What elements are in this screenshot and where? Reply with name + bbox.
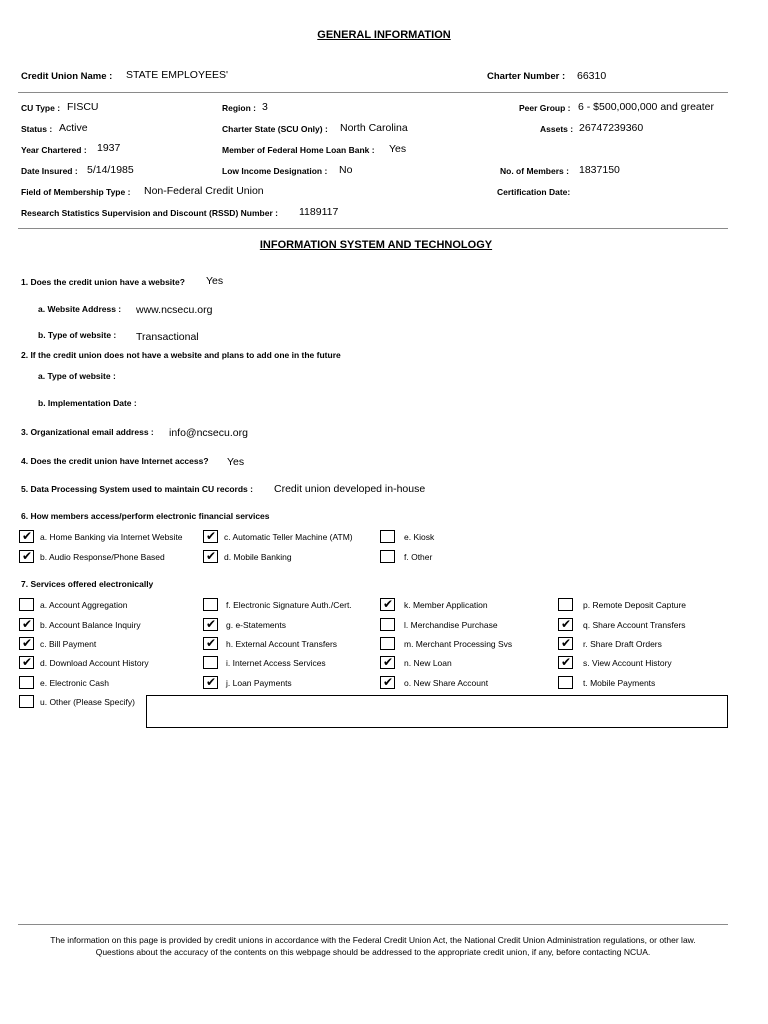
- q7-checkbox-j[interactable]: [203, 676, 218, 689]
- q7-option-label: i. Internet Access Services: [226, 658, 326, 668]
- check-mark-icon: ✔: [22, 529, 33, 543]
- q7-option-label: t. Mobile Payments: [583, 678, 656, 688]
- q7-option-label: g. e-Statements: [226, 620, 287, 630]
- q7-option-label: c. Bill Payment: [40, 639, 97, 649]
- q7-checkbox-u[interactable]: [19, 695, 34, 708]
- check-mark-icon: ✔: [383, 655, 394, 669]
- q7-checkbox-r[interactable]: [558, 637, 573, 650]
- date-insured-label: Date Insured :: [21, 166, 78, 176]
- cu-name-label: Credit Union Name :: [21, 71, 113, 82]
- low-income-value: No: [339, 164, 353, 176]
- fhlb-label: Member of Federal Home Loan Bank :: [222, 145, 375, 155]
- q7-option-label: b. Account Balance Inquiry: [40, 620, 141, 630]
- q1b-label: b. Type of website :: [38, 330, 117, 340]
- members-value: 1837150: [579, 164, 620, 176]
- check-mark-icon: ✔: [561, 655, 572, 669]
- q6-checkbox-c[interactable]: [203, 530, 218, 543]
- check-mark-icon: ✔: [383, 597, 394, 611]
- q7-option-label: o. New Share Account: [404, 678, 489, 688]
- cu-name-value: STATE EMPLOYEES': [126, 69, 228, 81]
- q7-option-label: h. External Account Transfers: [226, 639, 338, 649]
- divider-footer: [18, 924, 728, 925]
- status-label: Status :: [21, 124, 53, 134]
- check-mark-icon: ✔: [22, 655, 33, 669]
- assets-label: Assets :: [540, 124, 574, 134]
- year-chartered-label: Year Chartered :: [21, 145, 87, 155]
- members-label: No. of Members :: [500, 166, 569, 176]
- footer-line-1: The information on this page is provided by credit unions in accordance with the Federal Credit Union Act, the National Credit Union Administration regulations, or other law.: [50, 935, 696, 945]
- charter-state-label: Charter State (SCU Only) :: [222, 124, 328, 134]
- q7-checkbox-f[interactable]: [203, 598, 218, 611]
- cu-type-label: CU Type :: [21, 103, 61, 113]
- q6-option-label: f. Other: [404, 552, 433, 562]
- q7-checkbox-s[interactable]: [558, 656, 573, 669]
- check-mark-icon: ✔: [22, 617, 33, 631]
- q2b-label: b. Implementation Date :: [38, 398, 137, 408]
- check-mark-icon: ✔: [206, 529, 217, 543]
- region-value: 3: [262, 101, 268, 113]
- q7-checkbox-d[interactable]: [19, 656, 34, 669]
- q7-checkbox-g[interactable]: [203, 618, 218, 631]
- q7-checkbox-q[interactable]: [558, 618, 573, 631]
- q7-option-label: s. View Account History: [583, 658, 672, 668]
- check-mark-icon: ✔: [206, 549, 217, 563]
- q6-checkbox-b[interactable]: [19, 550, 34, 563]
- q7-option-label: m. Merchant Processing Svs: [404, 639, 513, 649]
- check-mark-icon: ✔: [206, 617, 217, 631]
- q1-answer: Yes: [206, 275, 224, 287]
- peer-group-label: Peer Group :: [519, 103, 571, 113]
- q1a-label: a. Website Address :: [38, 304, 122, 314]
- q7-checkbox-k[interactable]: [380, 598, 395, 611]
- q4-label: 4. Does the credit union have Internet access?: [21, 456, 209, 466]
- q7-checkbox-o[interactable]: [380, 676, 395, 689]
- q5-value: Credit union developed in-house: [274, 483, 426, 495]
- q7-option-label: d. Download Account History: [40, 658, 149, 668]
- q6-option-label: e. Kiosk: [404, 532, 435, 542]
- q4-value: Yes: [227, 456, 245, 468]
- check-mark-icon: ✔: [22, 636, 33, 650]
- q7-checkbox-i[interactable]: [203, 656, 218, 669]
- q6-label: 6. How members access/perform electronic financial services: [21, 511, 270, 521]
- fom-label: Field of Membership Type :: [21, 187, 131, 197]
- q7-option-label: u. Other (Please Specify): [40, 697, 135, 707]
- q6-checkbox-d[interactable]: [203, 550, 218, 563]
- q7-checkbox-c[interactable]: [19, 637, 34, 650]
- q7-checkbox-l[interactable]: [380, 618, 395, 631]
- q2a-label: a. Type of website :: [38, 371, 116, 381]
- q7-checkbox-h[interactable]: [203, 637, 218, 650]
- check-mark-icon: ✔: [383, 675, 394, 689]
- q1b-value: Transactional: [136, 331, 199, 343]
- q2-label: 2. If the credit union does not have a website and plans to add one in the future: [21, 350, 341, 360]
- q7-checkbox-b[interactable]: [19, 618, 34, 631]
- q3-label: 3. Organizational email address :: [21, 427, 154, 437]
- q7-option-label: f. Electronic Signature Auth./Cert.: [226, 600, 352, 610]
- check-mark-icon: ✔: [206, 675, 217, 689]
- q7-label: 7. Services offered electronically: [21, 579, 154, 589]
- other-specify-field[interactable]: [146, 695, 728, 728]
- q6-checkbox-a[interactable]: [19, 530, 34, 543]
- q1a-value: www.ncsecu.org: [136, 304, 213, 316]
- q7-checkbox-m[interactable]: [380, 637, 395, 650]
- q5-label: 5. Data Processing System used to maintain CU records :: [21, 484, 253, 494]
- peer-group-value: 6 - $500,000,000 and greater: [578, 101, 715, 113]
- q6-checkbox-e[interactable]: [380, 530, 395, 543]
- q6-option-label: b. Audio Response/Phone Based: [40, 552, 165, 562]
- q7-option-label: q. Share Account Transfers: [583, 620, 686, 630]
- check-mark-icon: ✔: [561, 636, 572, 650]
- footer-disclaimer: [18, 934, 728, 958]
- q7-checkbox-p[interactable]: [558, 598, 573, 611]
- fhlb-value: Yes: [389, 143, 407, 155]
- q6-checkbox-f[interactable]: [380, 550, 395, 563]
- year-chartered-value: 1937: [97, 142, 121, 154]
- q7-option-label: p. Remote Deposit Capture: [583, 600, 686, 610]
- general-info-title: GENERAL INFORMATION: [317, 29, 451, 41]
- footer-line-2: Questions about the accuracy of the contents on this webpage should be addressed to the appropriate credit union, if any, before contacting NCUA.: [95, 947, 651, 957]
- low-income-label: Low Income Designation :: [222, 166, 328, 176]
- q7-option-label: k. Member Application: [404, 600, 488, 610]
- check-mark-icon: ✔: [206, 636, 217, 650]
- q7-option-label: n. New Loan: [404, 658, 452, 668]
- assets-value: 26747239360: [579, 122, 644, 134]
- q7-option-label: l. Merchandise Purchase: [404, 620, 498, 630]
- q7-checkbox-t[interactable]: [558, 676, 573, 689]
- date-insured-value: 5/14/1985: [87, 164, 134, 176]
- q6-option-label: d. Mobile Banking: [224, 552, 292, 562]
- rssd-value: 1189117: [299, 206, 339, 218]
- charter-state-value: North Carolina: [340, 122, 408, 134]
- charter-number-label: Charter Number :: [487, 71, 566, 82]
- q6-option-label: c. Automatic Teller Machine (ATM): [224, 532, 353, 542]
- q7-option-label: e. Electronic Cash: [40, 678, 109, 688]
- region-label: Region :: [222, 103, 256, 113]
- divider-top: [18, 92, 728, 93]
- q3-value: info@ncsecu.org: [169, 427, 248, 439]
- q1-label: 1. Does the credit union have a website?: [21, 277, 185, 287]
- charter-number-value: 66310: [577, 70, 607, 82]
- q7-checkbox-a[interactable]: [19, 598, 34, 611]
- divider-middle: [18, 228, 728, 229]
- cu-type-value: FISCU: [67, 101, 99, 113]
- q7-option-label: j. Loan Payments: [226, 678, 292, 688]
- cert-date-label: Certification Date:: [497, 187, 571, 197]
- q7-checkbox-n[interactable]: [380, 656, 395, 669]
- q7-checkbox-e[interactable]: [19, 676, 34, 689]
- check-mark-icon: ✔: [22, 549, 33, 563]
- ist-title: INFORMATION SYSTEM AND TECHNOLOGY: [259, 239, 493, 251]
- q6-option-label: a. Home Banking via Internet Website: [40, 532, 183, 542]
- rssd-label: Research Statistics Supervision and Discount (RSSD) Number :: [21, 208, 278, 218]
- fom-value: Non-Federal Credit Union: [144, 185, 264, 197]
- check-mark-icon: ✔: [561, 617, 572, 631]
- q7-option-label: a. Account Aggregation: [40, 600, 128, 610]
- status-value: Active: [59, 122, 88, 134]
- q7-option-label: r. Share Draft Orders: [583, 639, 662, 649]
